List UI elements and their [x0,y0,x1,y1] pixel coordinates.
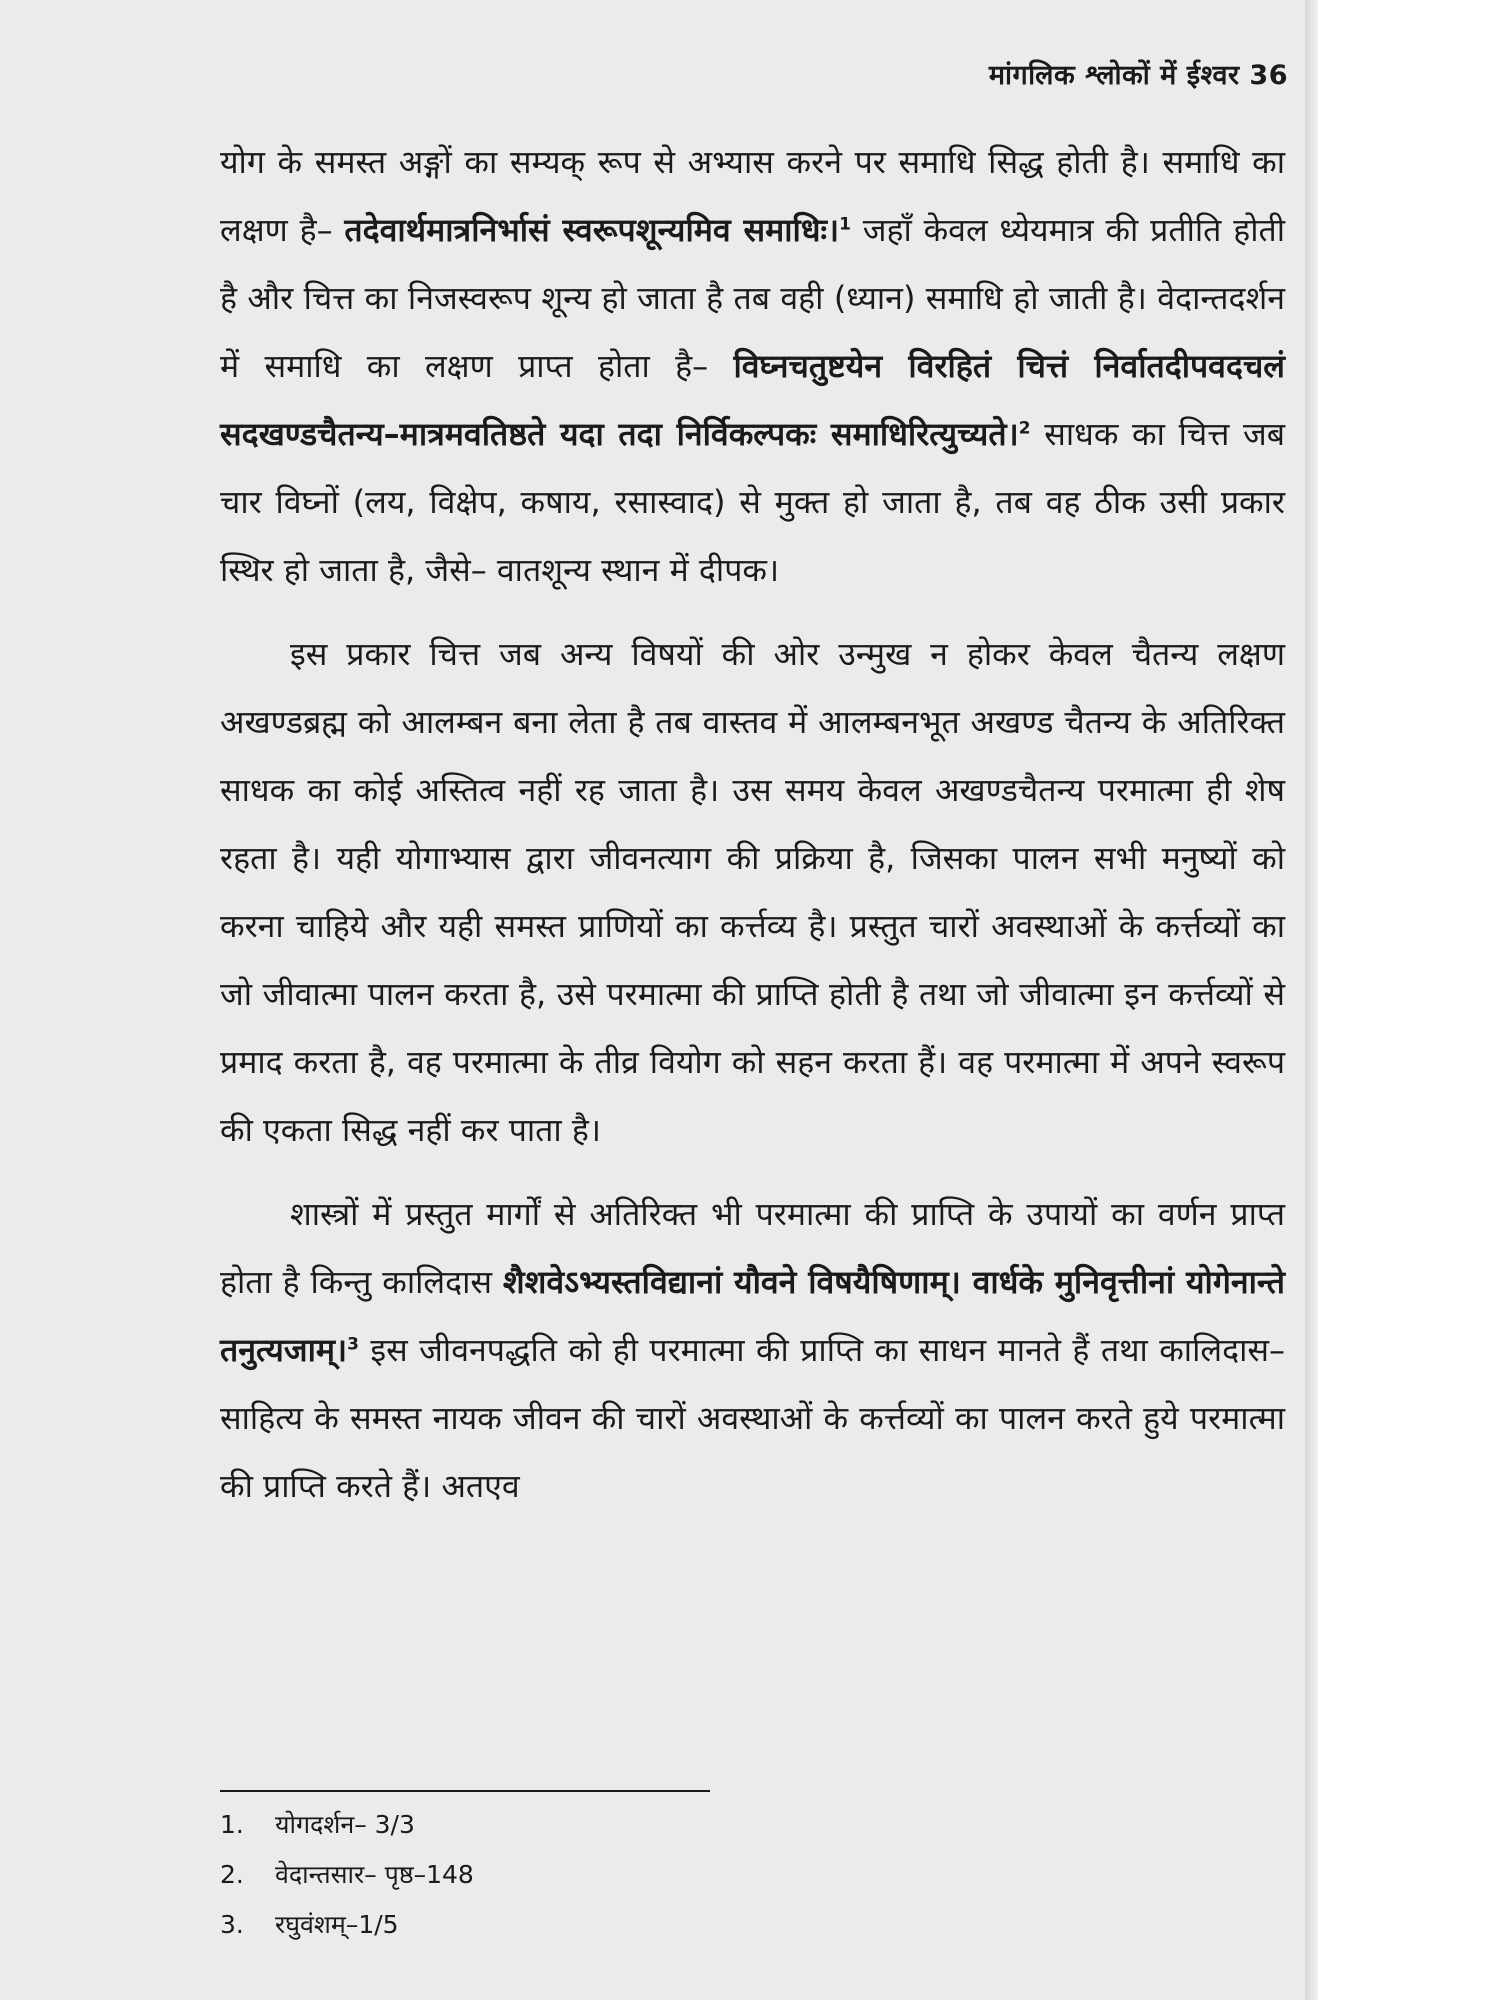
sanskrit-quote-bold: विघ्नचतुष्टयेन विरहितं चित्तं निर्वातदीपवदचलं सदखण्डचैतन्य–मात्रमवतिष्ठते यदा तदा निर्विकल्पकः समाधिरित्युच्यते। [220,347,1285,453]
paragraph-1 [220,128,1285,604]
footnote-number: 2. [220,1860,244,1889]
text-segment: साधक का चित्त जब चार विघ्नों (लय, विक्षेप, कषाय, रसास्वाद) से मुक्त हो जाता है, तब वह ठीक उसी प्रकार स्थिर हो जाता है, जैसे– वातशून्य स्थान में दीपक। [220,415,1285,589]
footnote-item [220,1850,1020,1900]
footnote-number: 1. [220,1810,244,1839]
text-segment: इस प्रकार चित्त जब अन्य विषयों की ओर उन्मुख न होकर केवल चैतन्य लक्षण अखण्डब्रह्म को आलम्बन बना लेता है तब वास्तव में आलम्बनभूत अखण्ड चैतन्य के अतिरिक्त साधक का कोई अस्तित्व नहीं रह जाता है। उस समय केवल अखण्डचैतन्य परमात्मा ही शेष रहता है। यही योगाभ्यास द्वारा जीवनत्याग की प्रक्रिया है, जिसका पालन सभी मनुष्यों को करना चाहिये और यही समस्त प्राणियों का कर्त्तव्य है। प्रस्तुत चारों अवस्थाओं के कर्त्तव्यों का जो जीवात्मा पालन करता है, उसे परमात्मा की प्राप्ति होती है तथा जो जीवात्मा इन कर्त्तव्यों से प्रमाद करता है, वह परमात्मा के तीव्र वियोग को सहन करता हैं। वह परमात्मा में अपने स्वरूप की एकता सिद्ध नहीं कर पाता है। [220,635,1285,1149]
sanskrit-quote-bold: शैशवेऽभ्यस्तविद्यानां यौवने विषयैषिणाम्। वार्धके मुनिवृत्तीनां योगेनान्ते तनुत्यजाम्। [220,1263,1285,1369]
text-segment: योग के समस्त अङ्गों का सम्यक् रूप से अभ्यास करने पर समाधि सिद्ध होती है। समाधि का लक्षण है– [220,143,1285,249]
footnote-ref[interactable]: 3 [347,1334,359,1355]
footnotes [220,1800,1020,1950]
footnote-item [220,1900,1020,1950]
paragraph-2 [220,620,1285,1164]
sanskrit-quote-bold: तदेवार्थमात्रनिर्भासं स्वरूपशून्यमिव समाधिः। [344,211,840,249]
footnote-text: योगदर्शन– 3/3 [275,1810,415,1839]
footnote-text: रघुवंशम्–1/5 [275,1910,399,1939]
running-header [989,55,1288,92]
footnote-item [220,1800,1020,1850]
footnote-ref[interactable]: 1 [839,214,851,235]
text-segment: इस जीवनपद्धति को ही परमात्मा की प्राप्ति का साधन मानते हैं तथा कालिदास–साहित्य के समस्त नायक जीवन की चारों अवस्थाओं के कर्त्तव्यों का पालन करते हुये परमात्मा की प्राप्ति करते हैं। अतएव [220,1331,1285,1505]
text-segment: शास्त्रों में प्रस्तुत मार्गों से अतिरिक्त भी परमात्मा की प्राप्ति के उपायों का वर्णन प्राप्त होता है किन्तु कालिदास [220,1195,1285,1301]
page-number: 36 [1249,60,1288,91]
text-segment: जहाँ केवल ध्येयमात्र की प्रतीति होती है और चित्त का निजस्वरूप शून्य हो जाता है तब वही (ध्यान) समाधि हो जाती है। वेदान्तदर्शन में समाधि का लक्षण प्राप्त होता है– [220,211,1286,385]
footnote-ref[interactable]: 2 [1018,418,1031,439]
paragraph-3 [220,1180,1285,1520]
footnote-divider [220,1790,710,1792]
footnote-number: 3. [220,1910,244,1939]
footnote-text: वेदान्तसार– पृष्ठ–148 [275,1860,474,1889]
body-text [220,128,1285,1520]
page-edge-shadow [1305,0,1318,2000]
running-title: मांगलिक श्लोकों में ईश्वर [988,60,1240,91]
